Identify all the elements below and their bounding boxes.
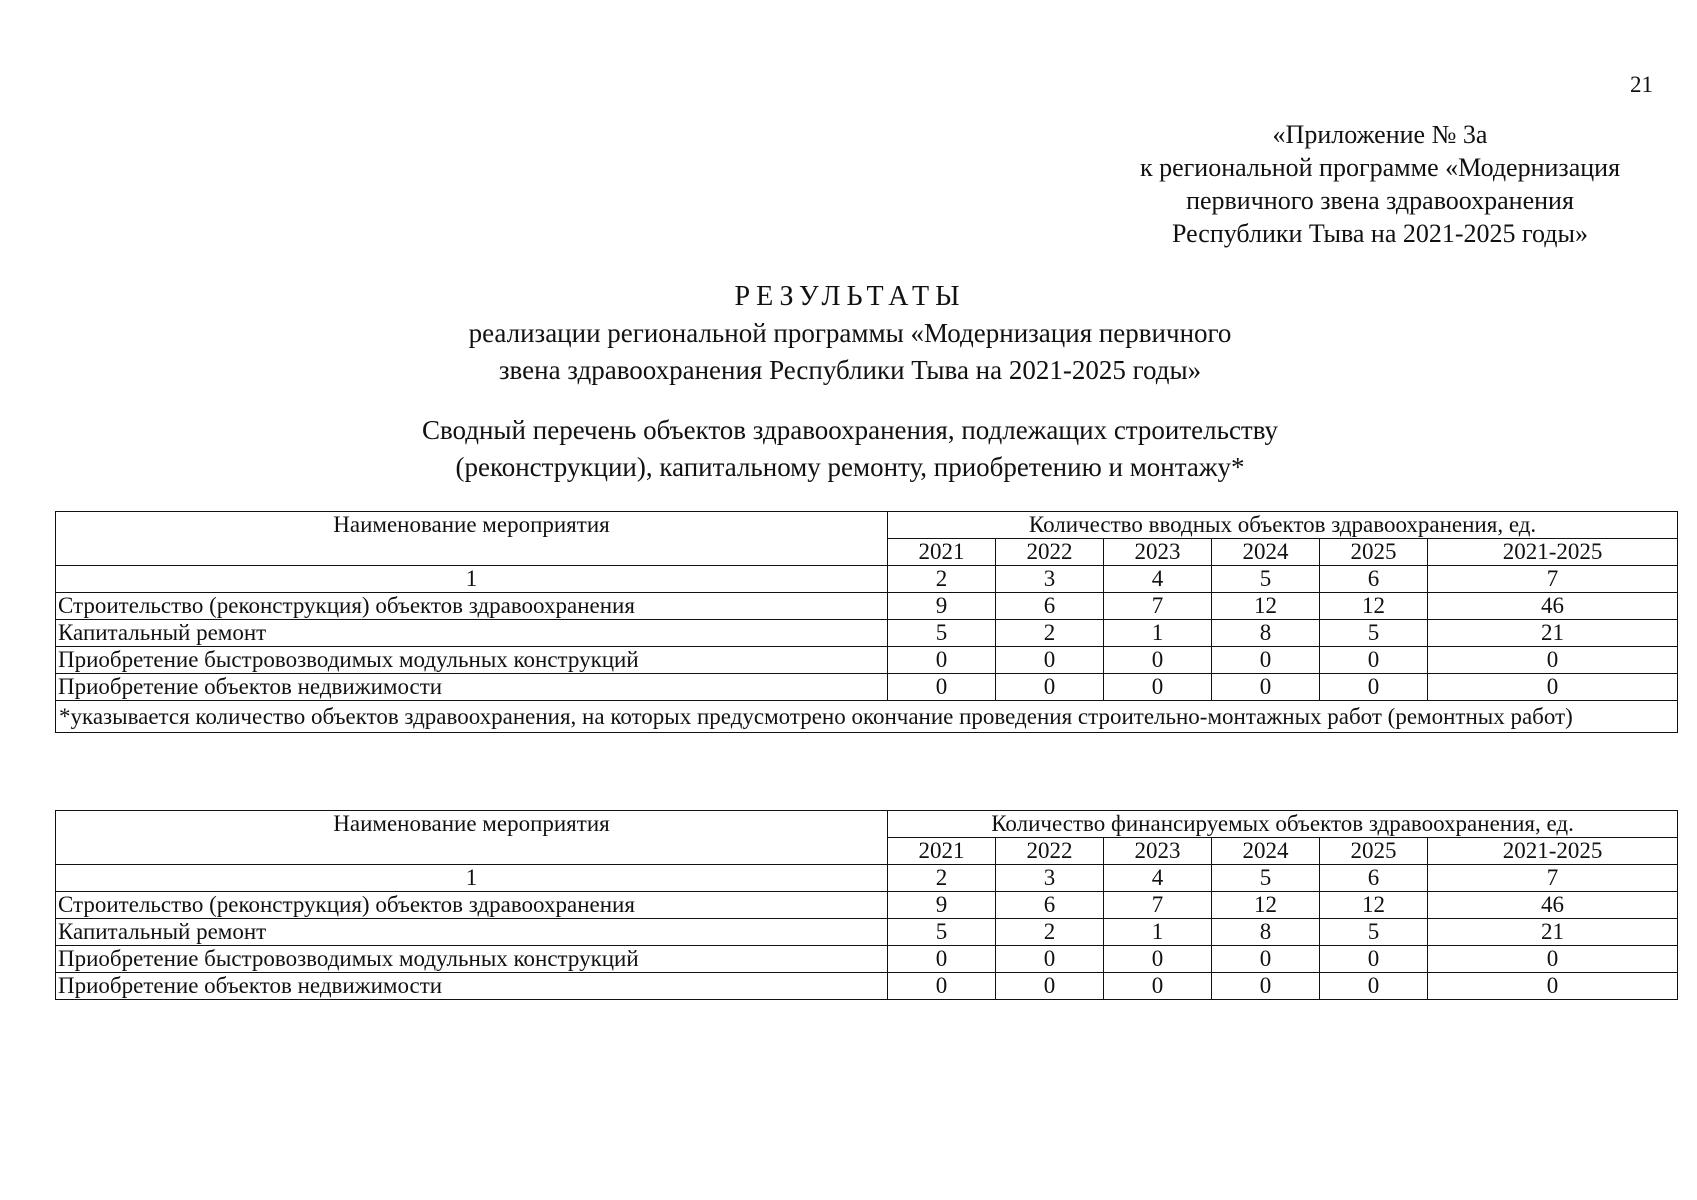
cell-value: 0: [888, 946, 996, 973]
row-name: Приобретение объектов недвижимости: [56, 973, 888, 1000]
summary-line: Сводный перечень объектов здравоохранения, подлежащих строительству: [421, 415, 1279, 445]
footnote: *указывается количество объектов здравоохранения, на которых предусмотрено окончание проведения строительно-монтажных работ (ремонтных работ): [56, 701, 1678, 733]
financed-objects-table: [55, 810, 1678, 1000]
column-number: 4: [1104, 865, 1212, 892]
table-header-row: [56, 811, 1678, 838]
cell-value: 0: [1212, 674, 1320, 701]
column-number: 4: [1104, 566, 1212, 593]
column-number: 1: [56, 566, 888, 593]
cell-value: 0: [1428, 973, 1678, 1000]
table-header-row: [56, 512, 1678, 539]
cell-value: 0: [1104, 973, 1212, 1000]
column-number: 6: [1320, 865, 1428, 892]
cell-value: 6: [996, 892, 1104, 919]
cell-value: 7: [1104, 593, 1212, 620]
cell-value: 1: [1104, 919, 1212, 946]
year-header: 2025: [1320, 838, 1428, 865]
cell-value: 46: [1428, 892, 1678, 919]
column-number: 6: [1320, 566, 1428, 593]
cell-value: 2: [996, 919, 1104, 946]
cell-value: 0: [888, 674, 996, 701]
table-row: [56, 593, 1678, 620]
cell-value: 5: [888, 620, 996, 647]
results-heading: [380, 278, 1320, 389]
row-name: Строительство (реконструкция) объектов здравоохранения: [56, 593, 888, 620]
table-row: [56, 946, 1678, 973]
table-row: [56, 647, 1678, 674]
cell-value: 2: [996, 620, 1104, 647]
cell-value: 12: [1212, 593, 1320, 620]
cell-value: 7: [1104, 892, 1212, 919]
appendix-line: Республики Тыва на 2021-2025 годы»: [1171, 219, 1589, 248]
footnote-row: [56, 701, 1678, 733]
group-column-header: Количество вводных объектов здравоохранения, ед.: [888, 512, 1678, 539]
table-row: [56, 892, 1678, 919]
results-subtitle-line: звена здравоохранения Республики Тыва на 2021-2025 годы»: [498, 355, 1202, 385]
column-number-row: [56, 566, 1678, 593]
row-name: Строительство (реконструкция) объектов здравоохранения: [56, 892, 888, 919]
cell-value: 0: [996, 946, 1104, 973]
column-number: 3: [996, 865, 1104, 892]
cell-value: 0: [1104, 946, 1212, 973]
cell-value: 0: [1104, 674, 1212, 701]
table-row: [56, 973, 1678, 1000]
cell-value: 6: [996, 593, 1104, 620]
table-row: [56, 620, 1678, 647]
cell-value: 5: [888, 919, 996, 946]
results-title: РЕЗУЛЬТАТЫ: [734, 281, 966, 312]
cell-value: 8: [1212, 919, 1320, 946]
appendix-line: «Приложение № 3а: [1272, 120, 1488, 149]
cell-value: 12: [1212, 892, 1320, 919]
table-row: [56, 674, 1678, 701]
cell-value: 0: [888, 973, 996, 1000]
table-row: [56, 919, 1678, 946]
row-name: Приобретение объектов недвижимости: [56, 674, 888, 701]
cell-value: 5: [1320, 620, 1428, 647]
year-header: 2023: [1104, 838, 1212, 865]
cell-value: 0: [1320, 647, 1428, 674]
year-header: 2021-2025: [1428, 539, 1678, 566]
summary-line: (реконструкции), капитальному ремонту, приобретению и монтажу*: [455, 452, 1245, 482]
cell-value: 0: [1428, 647, 1678, 674]
cell-value: 0: [1104, 647, 1212, 674]
row-name: Капитальный ремонт: [56, 620, 888, 647]
column-number: 2: [888, 865, 996, 892]
row-name: Приобретение быстровозводимых модульных конструкций: [56, 647, 888, 674]
cell-value: 46: [1428, 593, 1678, 620]
cell-value: 0: [1212, 946, 1320, 973]
cell-value: 5: [1320, 919, 1428, 946]
name-column-header: Наименование мероприятия: [56, 512, 888, 566]
cell-value: 8: [1212, 620, 1320, 647]
year-header: 2021: [888, 838, 996, 865]
year-header: 2022: [996, 539, 1104, 566]
summary-heading: [330, 412, 1370, 486]
cell-value: 0: [1320, 973, 1428, 1000]
column-number: 7: [1428, 566, 1678, 593]
group-column-header: Количество финансируемых объектов здравоохранения, ед.: [888, 811, 1678, 838]
cell-value: 12: [1320, 892, 1428, 919]
appendix-line: к региональной программе «Модернизация: [1139, 153, 1621, 182]
name-column-header: Наименование мероприятия: [56, 811, 888, 865]
cell-value: 9: [888, 892, 996, 919]
year-header: 2024: [1212, 539, 1320, 566]
cell-value: 0: [996, 674, 1104, 701]
column-number: 5: [1212, 865, 1320, 892]
year-header: 2021: [888, 539, 996, 566]
cell-value: 12: [1320, 593, 1428, 620]
year-header: 2024: [1212, 838, 1320, 865]
commissioned-objects-table: [55, 511, 1678, 733]
cell-value: 0: [996, 647, 1104, 674]
column-number: 7: [1428, 865, 1678, 892]
cell-value: 0: [1320, 946, 1428, 973]
results-subtitle-line: реализации региональной программы «Модернизация первичного: [468, 318, 1232, 348]
year-header: 2023: [1104, 539, 1212, 566]
year-header: 2025: [1320, 539, 1428, 566]
column-number: 5: [1212, 566, 1320, 593]
cell-value: 0: [1212, 647, 1320, 674]
row-name: Приобретение быстровозводимых модульных конструкций: [56, 946, 888, 973]
cell-value: 0: [1212, 973, 1320, 1000]
column-number: 2: [888, 566, 996, 593]
year-header: 2022: [996, 838, 1104, 865]
cell-value: 0: [1428, 946, 1678, 973]
column-number: 1: [56, 865, 888, 892]
column-number: 3: [996, 566, 1104, 593]
cell-value: 21: [1428, 919, 1678, 946]
column-number-row: [56, 865, 1678, 892]
row-name: Капитальный ремонт: [56, 919, 888, 946]
appendix-heading: [1080, 118, 1680, 250]
appendix-line: первичного звена здравоохранения: [1186, 186, 1574, 215]
cell-value: 1: [1104, 620, 1212, 647]
year-header: 2021-2025: [1428, 838, 1678, 865]
cell-value: 0: [888, 647, 996, 674]
cell-value: 0: [1428, 674, 1678, 701]
cell-value: 21: [1428, 620, 1678, 647]
page-number: 21: [1630, 72, 1653, 97]
cell-value: 0: [1320, 674, 1428, 701]
cell-value: 0: [996, 973, 1104, 1000]
cell-value: 9: [888, 593, 996, 620]
